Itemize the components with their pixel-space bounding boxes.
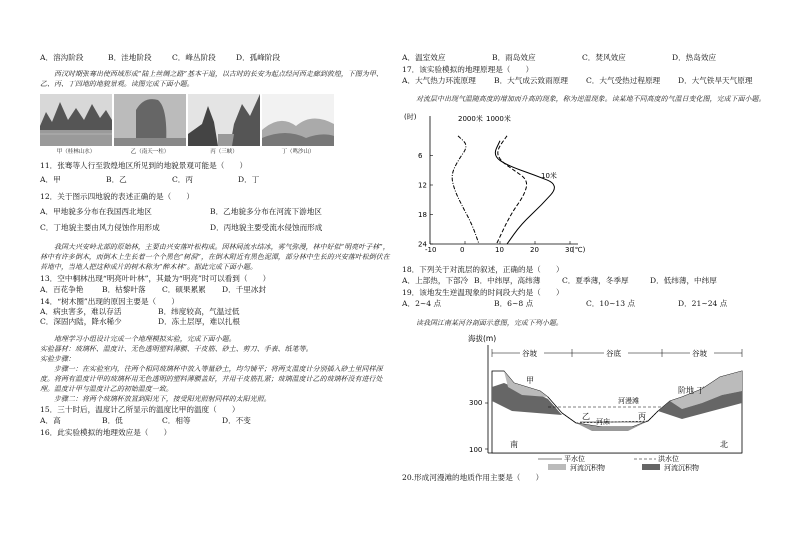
question-12: 12．关于图示四地貌的表述正确的是（ ） (40, 192, 194, 201)
photo-dunes (262, 94, 334, 146)
photo-guilin (40, 94, 112, 146)
option: C．相等 (162, 416, 191, 425)
photo-captions (40, 146, 390, 155)
option: B．大气成云致雨原理 (494, 76, 568, 85)
question-13: 13．空中桐林出现“明亮叶叶林”，其最为“明亮”时可以看到（ ） (40, 274, 271, 283)
x-tick-label: 30 (565, 246, 574, 254)
photo-pillar (114, 94, 186, 146)
intro-experiment: 地理学习小组设计完成一个地理模拟实验，完成下面小题。 (54, 335, 236, 343)
option: D．不变 (222, 416, 251, 425)
question-14: 14．“树木圈”出现的原因主要是（ ） (40, 297, 179, 306)
x-tick-label: 20 (530, 246, 539, 254)
photo-caption: 丙（三峡） (210, 149, 238, 155)
option: D．千里冰封 (222, 285, 267, 294)
option: D．冻土层厚，难以扎根 (158, 317, 241, 326)
temperature-chart (402, 106, 592, 266)
tick-100: 100 (469, 446, 483, 454)
option: C．焚风效应 (582, 53, 626, 62)
option: B．洼地阶段 (108, 53, 152, 62)
label-south: 南 (510, 440, 518, 449)
option: A．温室效应 (402, 53, 446, 62)
label-valley-floor: 谷底 (606, 349, 621, 358)
label-slope-right: 谷坡 (692, 349, 707, 358)
option: A．百花争艳 (40, 285, 84, 294)
question-15: 15．三十时后，温度计乙所显示的温度比甲的温度（ ） (40, 405, 240, 414)
option: A．大气热力环流原理 (402, 76, 476, 85)
option: D．丙地貌主要受流水侵蚀而形成 (210, 223, 323, 232)
option: A．病虫害多，难以存活 (40, 307, 122, 316)
question-18: 18．下列关于对流层的叙述，正确的是（ ） (402, 265, 564, 274)
option: A．甲 (40, 175, 61, 184)
right-column (402, 52, 774, 483)
option: C．10~13 点 (586, 299, 636, 308)
option: D．孤峰阶段 (236, 53, 281, 62)
question-17: 17．该实验模拟的地理原理是（ ） (402, 65, 534, 74)
photo-caption: 甲（桂林山水） (56, 149, 96, 155)
option: D．丁 (238, 175, 260, 184)
question-11: 11．张骞等人行至敦煌地区所见到的地貌景观可能是（ ） (40, 161, 248, 170)
x-axis-label: (℃) (572, 246, 586, 254)
q15-options (40, 415, 390, 427)
option: C．夏季薄，冬季厚 (562, 276, 629, 285)
option: C．大气受热过程原理 (586, 76, 661, 85)
legend-flood-level: 洪水位 (658, 455, 679, 463)
label-bing: 丙 (638, 412, 646, 421)
option: B．枯黎叶落 (102, 285, 146, 294)
q16-options (402, 52, 774, 64)
landform-photos (40, 94, 390, 146)
q19-options (402, 298, 774, 310)
question-20: 20.形成河漫滩的地质作用主要是（ ） (402, 473, 544, 482)
experiment-materials: 实验器材：玻璃杯、温度计、无色透明塑料薄膜、干皮筋、砂土、剪刀、手表、纸笔等。 (40, 345, 313, 353)
y-tick-label: 12 (418, 181, 427, 190)
option: A．上部热，下部冷 (402, 276, 469, 285)
option: B．雨岛效应 (492, 53, 536, 62)
option: B．6~8 点 (494, 299, 534, 308)
diagram-ylabel: 海拔(m) (468, 334, 497, 343)
option: B．中纬厚，高纬薄 (474, 276, 541, 285)
q17-options (402, 75, 774, 87)
intro-valley: 读我国江南某河谷剖面示意图，完成下列小题。 (416, 319, 563, 327)
y-tick-label: 6 (418, 152, 423, 160)
experiment-step2: 步骤二：将两个玻璃杯放置到阳光下，接受阳光照射同样的太阳光照。 (54, 395, 271, 403)
legend-sediment-light: 河流沉积物 (570, 464, 605, 471)
photo-caption: 乙（南天一柱） (130, 149, 170, 155)
label-terrace-ding: 阶地 丁 (678, 386, 705, 395)
legend-10m: 10米 (541, 172, 557, 180)
question-16: 16．此实验模拟的地理效应是（ ） (40, 428, 172, 437)
option: B．纬度较高，气温过低 (158, 307, 240, 316)
series-line-0 (452, 136, 479, 244)
label-jia: 甲 (526, 376, 534, 385)
experiment-step1: 步骤一：在实验室内，往两个相同玻璃杯中放入等量砂土，均匀铺平；将两支温度计分别插入砂土里同样深度。将两有温度计甲的玻璃杯用无色透明的塑料薄膜盖好，并用干皮筋扎紧；玻璃温度计乙的玻璃杯没有进行处理。温度计甲与温度计乙的初始温度一致。 (40, 365, 383, 393)
label-floodplain: 河漫滩 (618, 397, 639, 405)
option: C．深固内陆，降水稀少 (40, 317, 122, 326)
question-19: 19．该地发生逆温现象的时间段大约是（ ） (402, 288, 564, 297)
q14-options (40, 307, 390, 327)
y-tick-label: 24 (418, 240, 427, 249)
option: C．丙 (172, 175, 193, 184)
label-yi: 乙 (582, 412, 590, 421)
intro-inversion: 对流层中出现气温随高度的增加而升高的现象，称为逆温现象。读某地不同高度的气温日变化图，完成下面小题。 (416, 95, 766, 103)
legend-1000m: 1000米 (486, 115, 511, 123)
q10-options (40, 52, 390, 64)
q12-options (40, 205, 390, 234)
label-slope-left: 谷坡 (522, 349, 537, 358)
q13-options (40, 284, 390, 296)
option: B．乙 (106, 175, 127, 184)
x-tick-label: 0 (460, 246, 465, 254)
photo-gorge (188, 94, 260, 146)
option: A．溶沟阶段 (40, 53, 84, 62)
left-column (40, 52, 390, 438)
option: C．峰丛阶段 (172, 53, 216, 62)
option: A．2~4 点 (402, 299, 442, 308)
legend-normal-level: 平水位 (564, 455, 585, 463)
intro-forest: 我国大兴安岭北部的原始林，主要由兴安落叶松构成。因林间流水结冰，雾气弥漫，林中好似“明亮叶子林”，林中有许多倒木，而倒木上生长着一个个黑色“树洞”，在倒木附近有黑色泥潭，部分林中生长的兴安落叶松倒伏在苔地中，当地人把这种成片的树木称为“醉木林”。据此完成下面小题。 (40, 243, 390, 271)
photo-caption: 丁（鸣沙山） (281, 149, 315, 155)
option: D．热岛效应 (672, 53, 717, 62)
option: D．低纬薄，中纬厚 (650, 276, 717, 285)
option: C．硕果累累 (162, 285, 206, 294)
option: D．21~24 点 (678, 299, 728, 308)
legend-2000m: 2000米 (458, 115, 483, 123)
option: D．大气铁旱天气原理 (678, 76, 753, 85)
y-axis-label: (时) (404, 113, 417, 121)
intro-silk-road: 西汉时期张骞出使西域形成“陆上丝绸之路”基本干道，以古时的长安为起点经河西走廊到敦煌，下图为甲、乙、丙、丁四地的地貌景观。读图完成下面小题。 (40, 70, 383, 88)
option: A．甲地貌多分布在我国西北地区 (40, 207, 152, 216)
tick-300: 300 (469, 399, 483, 407)
option: C．丁地貌主要由风力侵蚀作用形成 (40, 223, 160, 232)
option: B．乙地貌多分布在河流下游地区 (210, 207, 322, 216)
label-riverbed: 河床 (596, 418, 610, 426)
x-tick-label: -10 (425, 246, 437, 254)
valley-diagram (452, 331, 752, 471)
option: B．低 (102, 416, 123, 425)
q11-options (40, 174, 390, 186)
option: A．高 (40, 416, 61, 425)
y-tick-label: 18 (418, 211, 427, 219)
x-tick-label: 10 (495, 246, 504, 254)
experiment-steps-title: 实验步骤： (40, 355, 75, 363)
series-line-1 (497, 136, 527, 244)
label-north: 北 (720, 440, 728, 449)
legend-sediment-dark: 河流沉积物 (664, 464, 699, 471)
q18-options (402, 275, 774, 287)
